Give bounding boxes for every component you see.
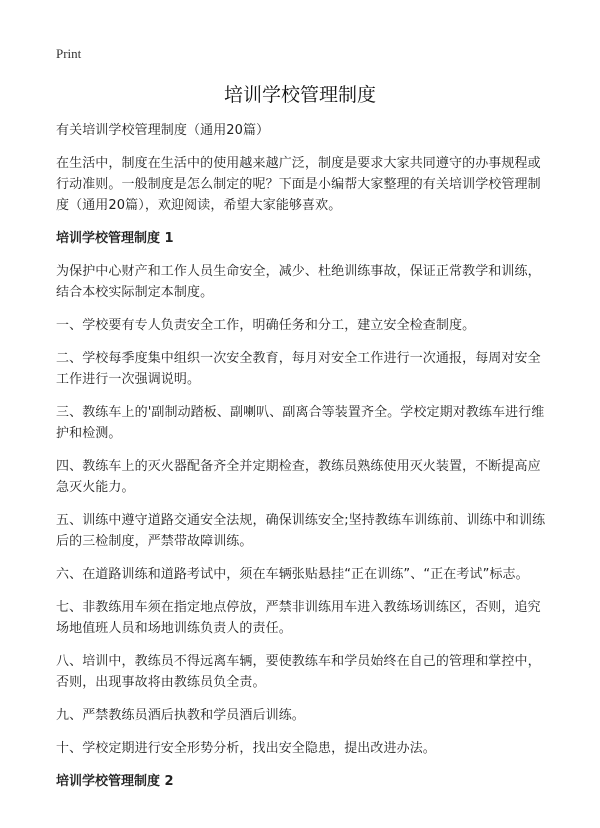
- subtitle: 有关培训学校管理制度（通用20篇）: [56, 123, 270, 138]
- paragraph: 八、培训中，教练员不得远离车辆，要使教练车和学员始终在自己的管理和掌控中，否则，出现事故将由教练员负全责。: [56, 654, 541, 690]
- paragraph: 十、学校定期进行安全形势分析，找出安全隐患，提出改进办法。: [56, 741, 436, 756]
- intro-paragraph: 在生活中，制度在生活中的使用越来越广泛，制度是要求大家共同遵守的办事规程或行动准则。一般制度是怎么制定的呢？下面是小编帮大家整理的有关培训学校管理制度（通用20篇），欢迎阅读，希望大家能够喜欢。: [56, 156, 541, 213]
- paragraph: 一、学校要有专人负责安全工作，明确任务和分工，建立安全检查制度。: [56, 318, 476, 333]
- paragraph: 四、教练车上的灭火器配备齐全并定期检查，教练员熟练使用灭火装置，不断提高应急灭火能力。: [56, 459, 541, 495]
- document-body: [56, 120, 552, 804]
- page-title: 培训学校管理制度: [223, 84, 376, 106]
- section-heading-1: 培训学校管理制度 1: [56, 231, 174, 246]
- paragraph: 为保护中心财产和工作人员生命安全，减少、杜绝训练事故，保证正常教学和训练，结合本校实际制定本制度。: [56, 264, 541, 300]
- print-link[interactable]: Print: [56, 46, 82, 61]
- paragraph: 二、学校每季度集中组织一次安全教育，每月对安全工作进行一次通报，每周对安全工作进行一次强调说明。: [56, 351, 541, 387]
- paragraph: 五、训练中遵守道路交通安全法规，确保训练安全;坚持教练车训练前、训练中和训练后的三检制度，严禁带故障训练。: [56, 513, 546, 549]
- paragraph: 六、在道路训练和道路考试中，须在车辆张贴悬挂“正在训练”、“正在考试”标志。: [56, 567, 529, 582]
- section-heading-2: 培训学校管理制度 2: [56, 774, 174, 789]
- paragraph: 九、严禁教练员酒后执教和学员酒后训练。: [56, 708, 305, 723]
- paragraph: 三、教练车上的'副制动踏板、副喇叭、副离合等装置齐全。学校定期对教练车进行维护和检测。: [56, 405, 545, 441]
- paragraph: 七、非教练用车须在指定地点停放，严禁非训练用车进入教练场训练区，否则，追究场地值班人员和场地训练负责人的责任。: [56, 600, 541, 636]
